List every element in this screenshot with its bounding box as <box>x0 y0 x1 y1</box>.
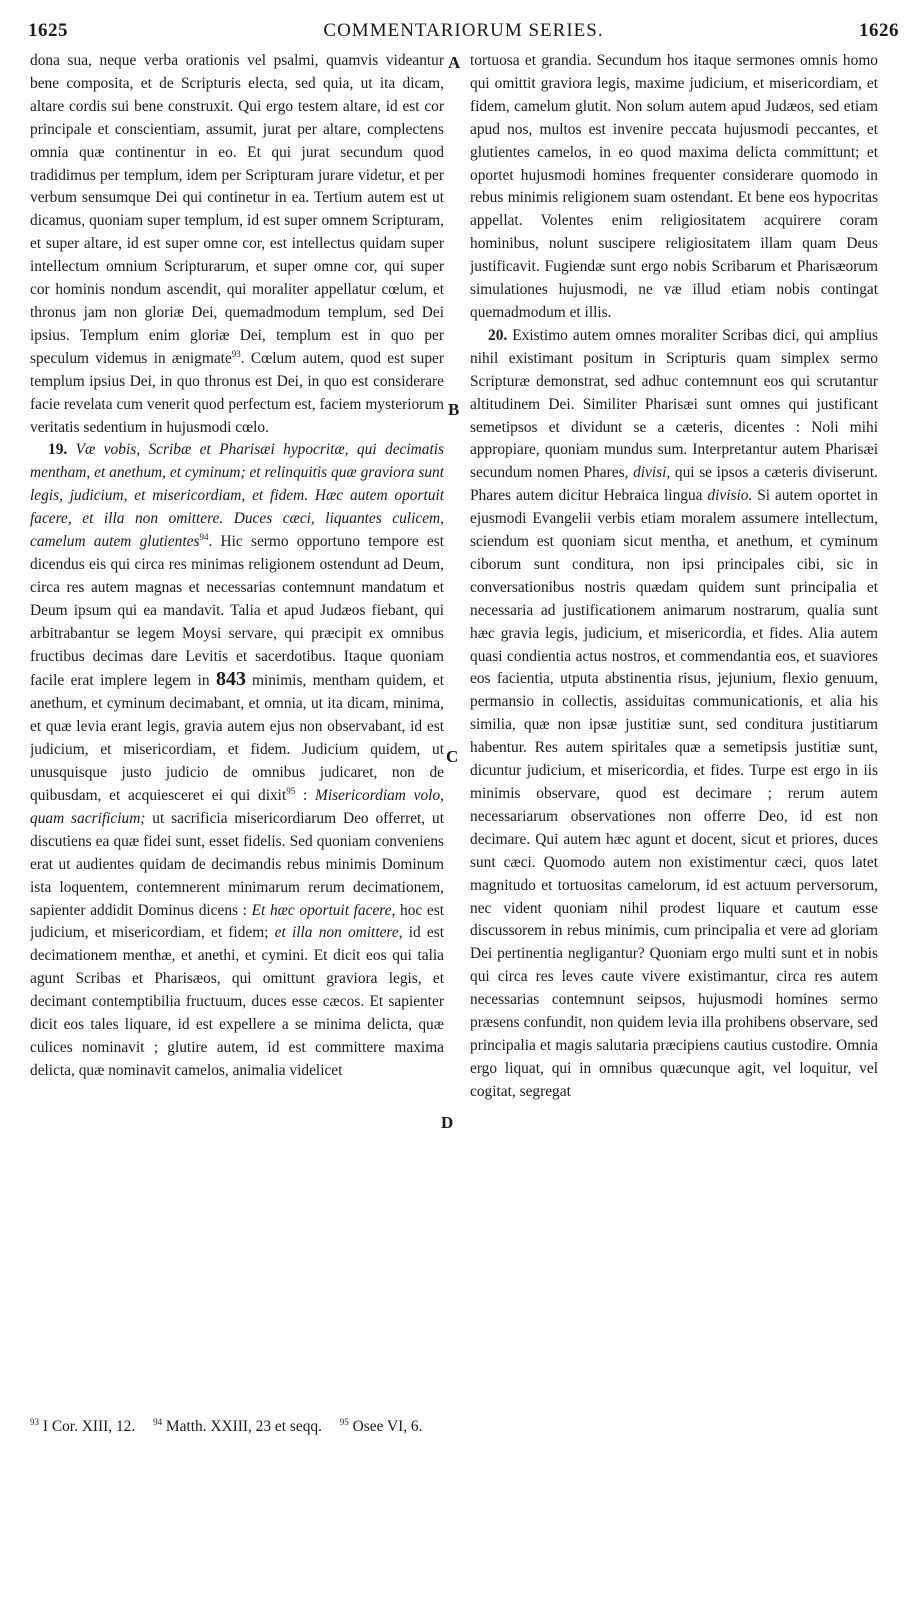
inline-page-number: 843 <box>215 668 246 691</box>
gospel-quotation: Væ vobis, Scribæ et Pharisæi hypocritæ, qui decimatis mentham, et anethum, et cyminum; et relinquitis quæ graviora sunt legis, judicium, et misericordiam, et fidem. Hæc autem oportuit facere, et illa non omittere. Duces cæci, liquantes culicem, camelum autem glutientes <box>30 441 444 551</box>
paragraph-20: 20. Existimo autem omnes moraliter Scribas dici, qui amplius nihil existimant positum in Scripturis quam simplex sermo Scripturæ demonstrat, sed adhuc contemnunt eos qui scrutantur altitudinem Dei. Similiter Pharisæi sunt omnes qui justificant semetipsos et dividunt se a cæteris, dicentes : Noli mihi appropiare, quoniam mundus sum. Interpretantur autem Pharisæi secundum nomen Phares, divisi, qui se ipsos a cæteris diviserunt. Phares autem dicitur Hebraica lingua divisio. Si autem oportet in ejusmodi Evangelii verbis etiam moralem assumere intellectum, sciendum est quoniam sicut mentha, et anethum, et cyminum ciborum sunt conditura, non ipsi principales cibi, sic in conversationibus nostris quædam quidem sunt principalia et necessaria ad justificationem animarum nostrarum, qualia sunt hæc gravia legis, judicium, et misericordia, et fides. Alia autem quasi condientia actus nostros, et commendantia eos, et suaviores eos facientia, utputa abstinentia risus, jejunium, flexio genuum, permansio in collectis, assiduitas communicationis, et alia his similia, quæ non ipsæ justitiæ sunt, sed conditura justitiarum habentur. Res autem spiritales quæ a semetipsis justitiæ sunt, dicuntur judicium, et misericordia, et fides. Turpe est ergo in iis minimis observare, quod est decimare ; rerum autem necessariarum observationes non offerre Deo, id est non decimare. Qui autem hæc agunt et docent, sicut et priores, duces sunt cæci. Quomodo autem non existimentur cæci, quos latet magnitudo et tortuositas camelorum, id est actuum perversorum, nec vident quoniam nihil prodest liquare et cautum esse discussorem in rebus minimis, cum principalia et vere ad gloriam Dei pertinentia negligantur? Quoniam ergo multi sunt et in nobis qui circa res leves caute vivere existimantur, circa res autem necessarias contemnunt seipsos, hujusmodi homines sermo præsens confundit, non quidem levia illa prohibens observare, sed principalia et magis salutaria præcipiens cautius custodire. Omnia ergo liquat, qui in omnibus quæcunque agit, vel loquitur, vel cogitat, segregat <box>470 326 878 1100</box>
right-column <box>470 50 878 1400</box>
section-number-20: 20. <box>488 326 508 344</box>
running-title: COMMENTARIORUM SERIES. <box>323 20 604 41</box>
footnote-94: $^{94}$ Matth. XXIII, 23 et seqq. <box>153 1417 322 1436</box>
footnote-ref-94: 94 <box>199 531 209 542</box>
left-paragraph-continuation: dona sua, neque verba orationis vel psalmi, quamvis videantur bene composita, et de Scripturis electa, sed quia, ut ita dicam, altare cordis sui bene construxit. Qui ergo testem altare, id est cor principale et conscientiam, assumit, jurat per altare, complectens omnia quæ continentur in eo. Et qui jurat secundum quod tradidimus per templum, idem per Scripturam jurare videtur, et per verbum sensumque Dei qui continetur in ea. Tertium autem est ut dicamus, quoniam super templum, id est super omnem Scripturam, et super altare, id est super omne cor, est intellectus quidam super intellectum omnium Scripturarum, et super omne cor, qui super cor hominis nondum ascendit, qui moraliter appellatur cœlum, et thronus jam non gloriæ Dei, quemadmodum templum, sed Dei ipsius. Templum enim gloriæ Dei, templum est in quo per speculum videmus in ænigmate$^{93}$. Cœlum autem, quod est super templum ipsius Dei, in quo thronus est Dei, in quo est considerare facie revelata cum venerit quod perfectum est, faciem mysteriorum veritatis sedentium in hujusmodi cœlo. <box>30 52 444 436</box>
paragraph-19: 19. Væ vobis, Scribæ et Pharisæi hypocritæ, qui decimatis mentham, et anethum, et cyminum; et relinquitis quæ graviora sunt legis, judicium, et misericordiam, et fidem. Hæc autem oportuit facere, et illa non omittere. Duces cæci, liquantes culicem, camelum autem glutientes$^{94}$. Hic sermo opportuno tempore est dicendus eis qui circa res minimas religionem ostendunt ad Deum, circa res autem magnas et necessarias contemnunt mandatum et Deum ipsum qui ea mandavit. Talia et apud Judæos fiebant, qui arbitrabantur se legem Moysi servare, qui præcipit ex omnibus fructibus decimas dare Levitis et sacerdotibus. Itaque quoniam facile erat implere legem in 843 minimis, mentham quidem, et anethum, et cyminum decimabant, et omnia, ut ita dicam, minima, et quæ levia erant legis, gravia autem ejus non observabant, id est judicium, et misericordiam, et fidem. Judicium quidem, ut unusquisque justo judicio de omnibus judicaret, non de quibusdam, et acquiesceret ei qui dixit$^{95}$ : Misericordiam volo, quam sacrificium; ut sacrificia misericordiarum Deo offerret, ut discutiens ea quæ fidei sunt, esset fidelis. Sed quoniam conveniens erat ut audientes quidam de decimandis rebus minimis Dominum ista loquentem, contemnerent minimarum rerum decimationem, sapienter addidit Dominus dicens : Et hæc oportuit facere, hoc est judicium, et misericordiam, et fidem; et illa non omittere, id est decimationem menthæ, et anethi, et cymini. Et dicit eos qui talia agunt Scribas et Pharisæos, qui omittunt graviora legis, et decimant contemptibilia fructuum, duces esse cæcos. Et sapienter dicit eos tales liquare, id est expellere a se minima delicta, quæ culices nominavit ; glutire autem, id est committere maxima delicta, quæ nominavit camelos, animalia videlicet <box>30 441 444 1079</box>
left-column <box>30 50 444 1400</box>
right-paragraph-continuation: tortuosa et grandia. Secundum hos itaque sermones omnis homo qui omittit graviora legis, maxime judicium, et misericordiam, et fidem, camelum glutit. Non solum autem apud Judæos, sed etiam apud nos, multos est invenire peccata hujusmodi peccantes, et glutientes camelos, in eo quod maxima delicta committunt; et oportet hujusmodi homines frequenter considerare quomodo in rebus minimis religionem suam ostendant. Et bene eos hypocritas appellat. Volentes enim religiositatem acquirere coram hominibus, nolunt suscipere religiositatem illam quam Deus justificavit. Fugiendæ sunt ergo nobis Scribarum et Pharisæorum simulationes hujusmodi, ne væ illud etiam nobis contingat quemadmodum et illis. <box>470 52 878 321</box>
footnote-ref-93: 93 <box>231 348 241 359</box>
footnote-95: $^{95}$ Osee VI, 6. <box>339 1417 423 1436</box>
margin-marker-d: D <box>441 1113 454 1132</box>
right-page-number: 1626 <box>859 20 899 41</box>
footnotes <box>30 1417 436 1436</box>
left-page-number: 1625 <box>28 20 68 41</box>
running-header <box>28 20 899 44</box>
margin-marker-b: B <box>448 400 460 419</box>
margin-marker-c: C <box>446 747 459 766</box>
footnote-93: $^{93}$ I Cor. XIII, 12. <box>30 1417 136 1436</box>
section-number-19: 19. <box>48 441 68 459</box>
margin-marker-a: A <box>448 53 461 72</box>
footnote-ref-95: 95 <box>286 785 296 796</box>
